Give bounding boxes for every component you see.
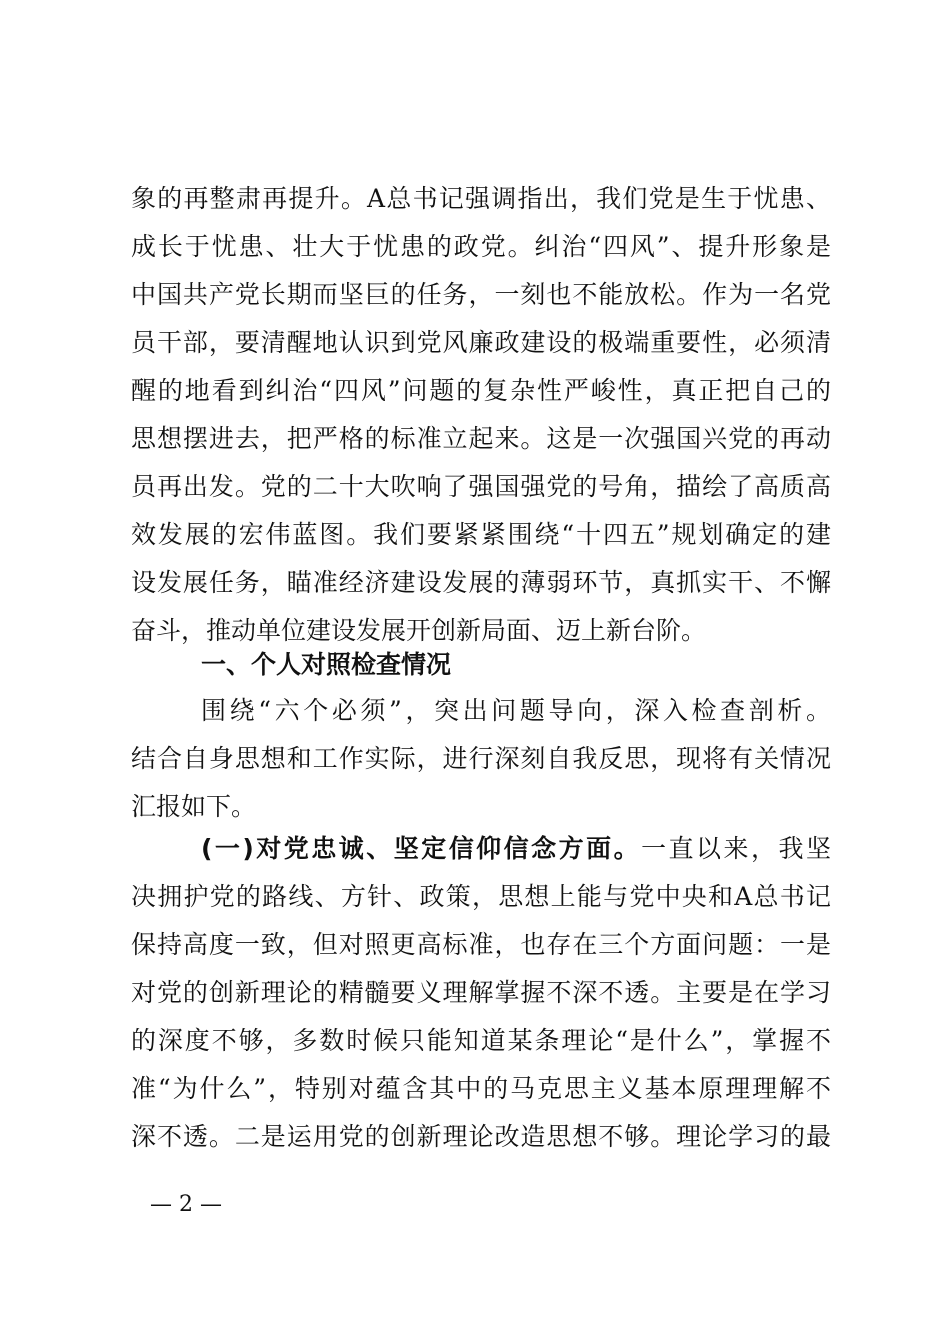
text-line: 成长于忧患、壮大于忧患的政党。纠治“四风”、提升形象是 (131, 232, 831, 261)
text-line: 保持高度一致，但对照更高标准，也存在三个方面问题：一是 (131, 930, 831, 959)
text-line: 汇报如下。 (131, 792, 257, 821)
text-line: 对党的创新理论的精髓要义理解掌握不深不透。主要是在学习 (131, 978, 831, 1007)
text-line: 思想摆进去，把严格的标准立起来。这是一次强国兴党的再动 (131, 424, 831, 453)
text-line: 的深度不够，多数时候只能知道某条理论“是什么”，掌握不 (131, 1026, 831, 1055)
text-line: 醒的地看到纠治“四风”问题的复杂性严峻性，真正把自己的 (131, 376, 831, 405)
text-line: 象的再整肃再提升。A总书记强调指出，我们党是生于忧患、 (131, 184, 831, 213)
text-line: 设发展任务，瞄准经济建设发展的薄弱环节，真抓实干、不懈 (131, 568, 831, 597)
text-line: 准“为什么”，特别对蕴含其中的马克思主义基本原理理解不 (131, 1074, 831, 1103)
paragraph-loyalty-section (131, 825, 831, 1161)
text-line: 围绕“六个必须”，突出问题导向，深入检查剖析。 (201, 696, 831, 725)
section-heading: 一、个人对照检查情况 (201, 650, 452, 679)
text-line-with-subheading (131, 825, 831, 873)
text-line: 结合自身思想和工作实际，进行深刻自我反思，现将有关情况 (131, 744, 831, 773)
page-number: — 2 — (150, 1192, 222, 1217)
subheading-run: (一)对党忠诚、坚定信仰信念方面。 (201, 834, 642, 863)
text-line: 深不透。二是运用党的创新理论改造思想不够。理论学习的最 (131, 1122, 831, 1151)
text-line: 中国共产党长期而坚巨的任务，一刻也不能放松。作为一名党 (131, 280, 831, 309)
paragraph-section-intro (131, 687, 831, 831)
paragraph-intro-continuation (131, 175, 831, 655)
text-line: 决拥护党的路线、方针、政策，思想上能与党中央和A总书记 (131, 882, 831, 911)
text-line: 员干部，要清醒地认识到党风廉政建设的极端重要性，必须清 (131, 328, 831, 357)
text-line: 效发展的宏伟蓝图。我们要紧紧围绕“十四五”规划确定的建 (131, 520, 831, 549)
text-line: 奋斗，推动单位建设发展开创新局面、迈上新台阶。 (131, 616, 707, 645)
text-run: 一直以来，我坚 (641, 834, 831, 863)
text-line: 员再出发。党的二十大吹响了强国强党的号角，描绘了高质高 (131, 472, 831, 501)
